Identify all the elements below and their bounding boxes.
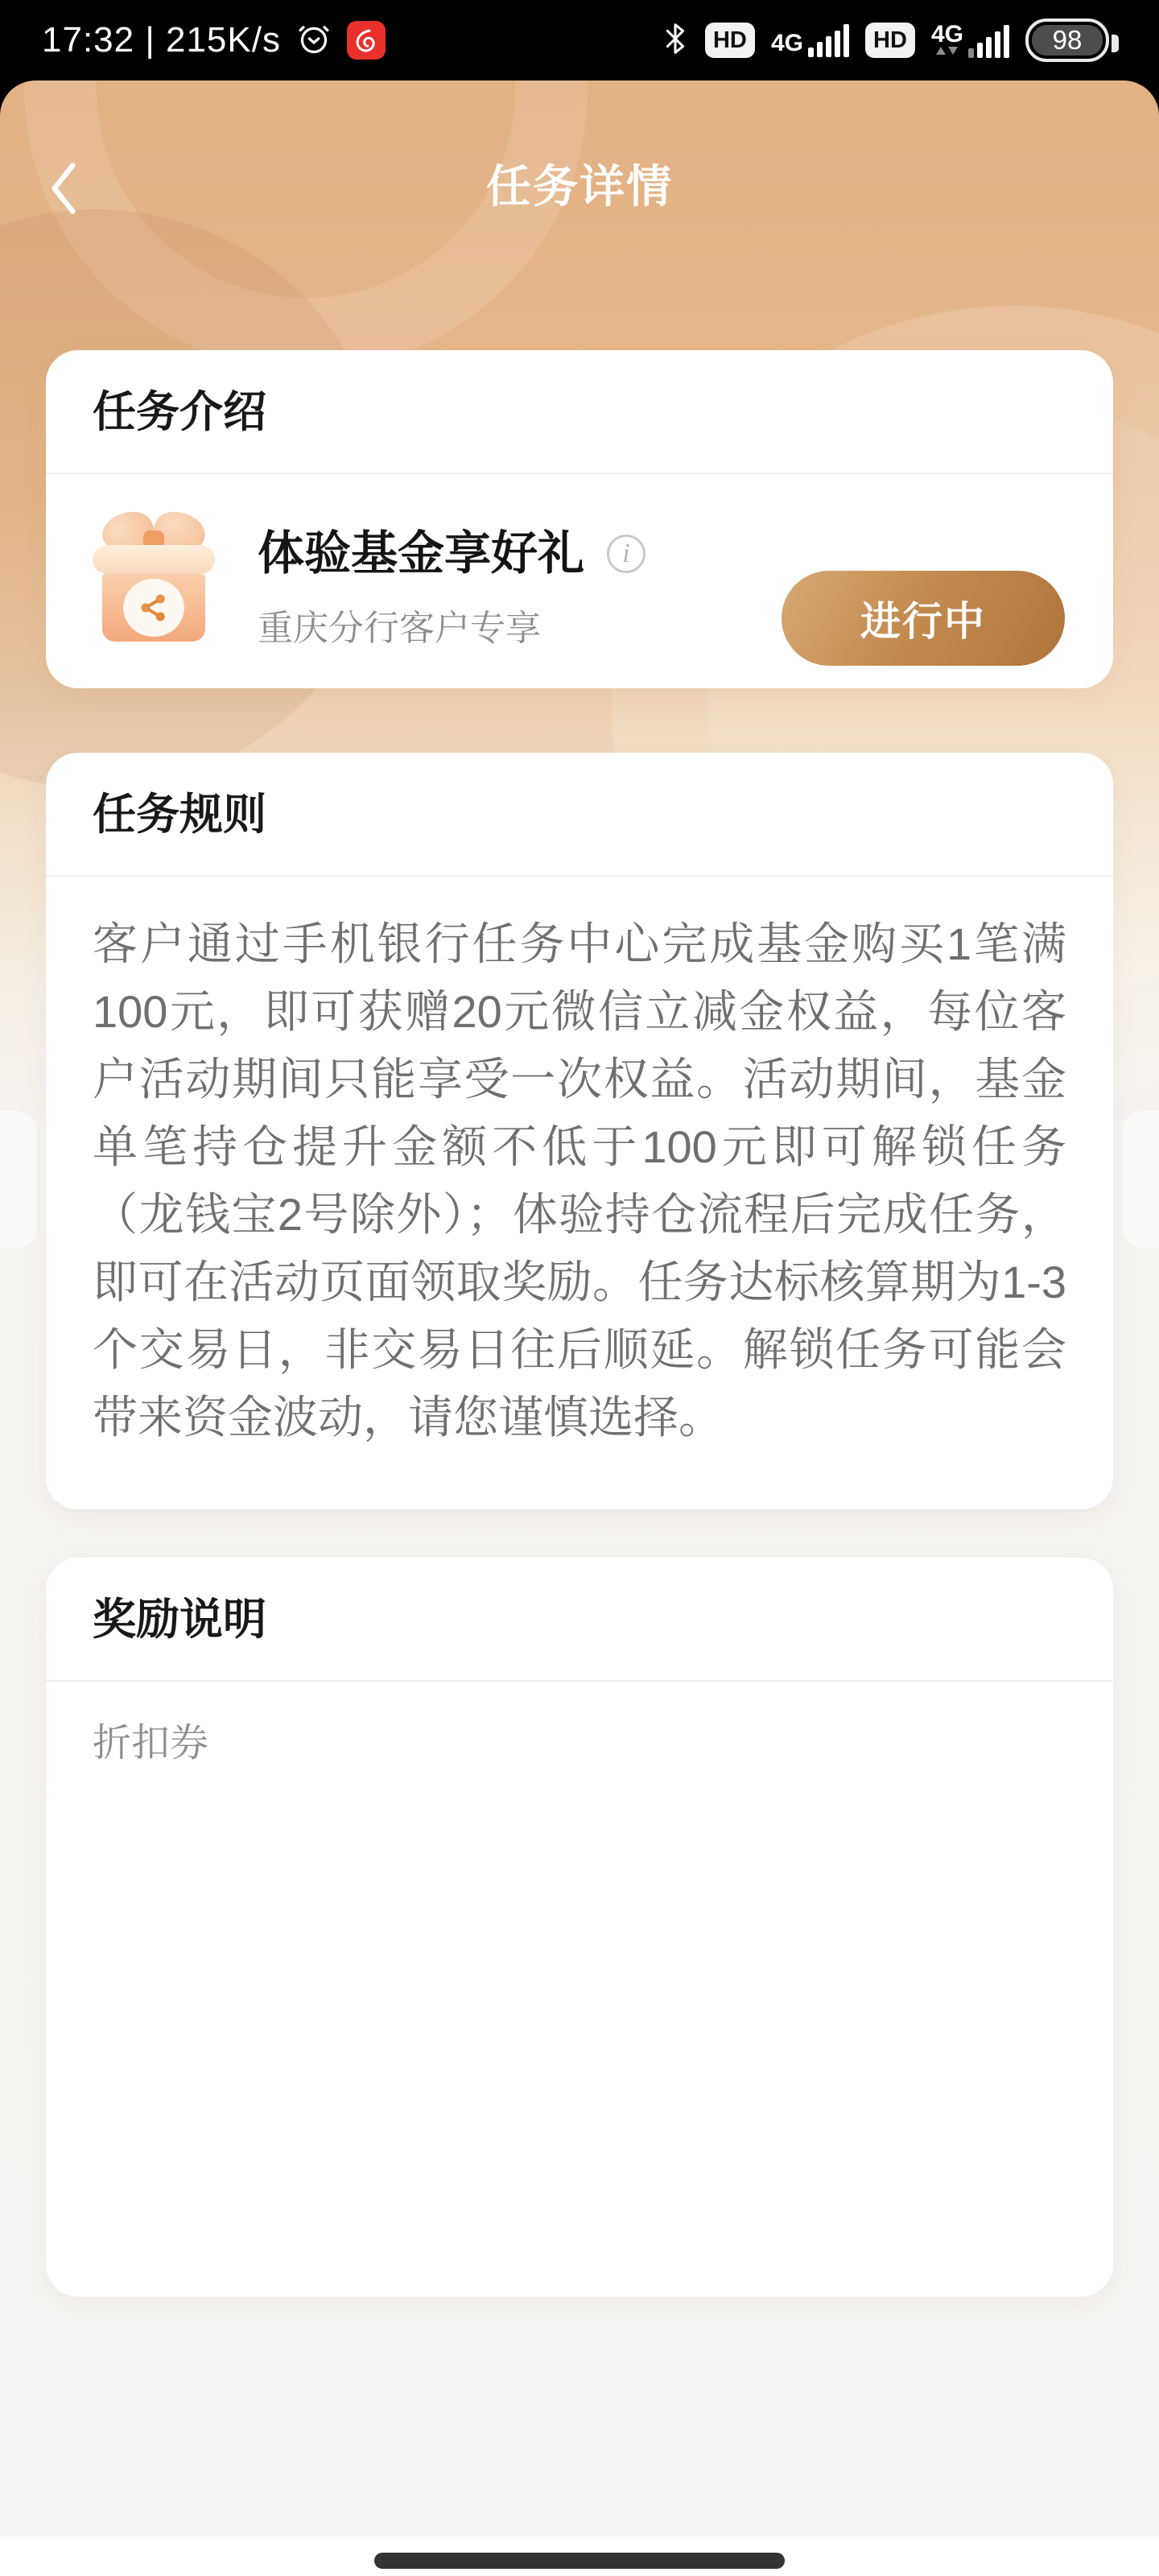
- reward-text: 折扣券: [93, 1722, 209, 1765]
- clock-and-speed: 17:32 | 215K/s: [42, 20, 281, 60]
- sim2-signal-bars: [968, 24, 1009, 58]
- intro-card-title: 任务介绍: [93, 388, 266, 436]
- task-status-button[interactable]: 进行中: [782, 571, 1065, 666]
- music-app-icon: [347, 21, 386, 60]
- hd-voice-icon-2: HD: [865, 23, 915, 58]
- sim1-signal: [771, 23, 849, 57]
- info-icon[interactable]: i: [607, 535, 645, 573]
- status-right: [662, 19, 1117, 62]
- page-title: 任务详情: [486, 161, 673, 212]
- sim1-network-type: 4G: [770, 30, 803, 56]
- nav-header: [0, 153, 1159, 225]
- status-bar: [0, 0, 1159, 80]
- task-item[interactable]: [46, 474, 1113, 690]
- sim2-signal: [931, 23, 1009, 58]
- sim1-signal-bars: [808, 23, 849, 57]
- background-card-peek-right: [1122, 1111, 1159, 1248]
- hd-voice-icon-1: HD: [705, 23, 755, 58]
- sim2-network-type: 4G: [930, 21, 963, 47]
- task-subtitle: 重庆分行客户专享: [258, 609, 541, 648]
- task-rules-card: [46, 753, 1113, 1509]
- reward-card-title: 奖励说明: [93, 1596, 266, 1644]
- alarm-icon: [295, 20, 332, 61]
- status-left: [42, 20, 386, 61]
- task-texts: [258, 527, 645, 650]
- battery-icon: [1025, 19, 1109, 62]
- rules-text: 客户通过手机银行任务中心完成基金购买1笔满100元，即可获赠20元微信立减金权益，每位客户活动期间只能享受一次权益。活动期间，基金单笔持仓提升金额不低于100元即可解锁任务（龙钱宝2号除外）；体验持仓流程后完成任务，即可在活动页面领取奖励。任务达标核算期为1-3个交易日，非交易日往后顺延。解锁任务可能会带来资金波动，请您谨慎选择。: [93, 919, 1066, 1443]
- rules-card-title: 任务规则: [93, 791, 266, 839]
- reward-card: [46, 1558, 1113, 2297]
- data-activity-arrows: [936, 47, 958, 56]
- task-detail-page: [0, 80, 1159, 2576]
- home-indicator[interactable]: [374, 2553, 785, 2569]
- gesture-bar: [0, 2537, 1159, 2576]
- battery-percent: 98: [1032, 25, 1103, 56]
- background-card-peek-left: [0, 1111, 37, 1248]
- share-icon: [123, 579, 184, 637]
- gift-box-icon: [93, 513, 215, 642]
- task-name: 体验基金享好礼: [258, 527, 585, 580]
- bluetooth-icon: [662, 20, 689, 61]
- task-intro-card: [46, 350, 1113, 688]
